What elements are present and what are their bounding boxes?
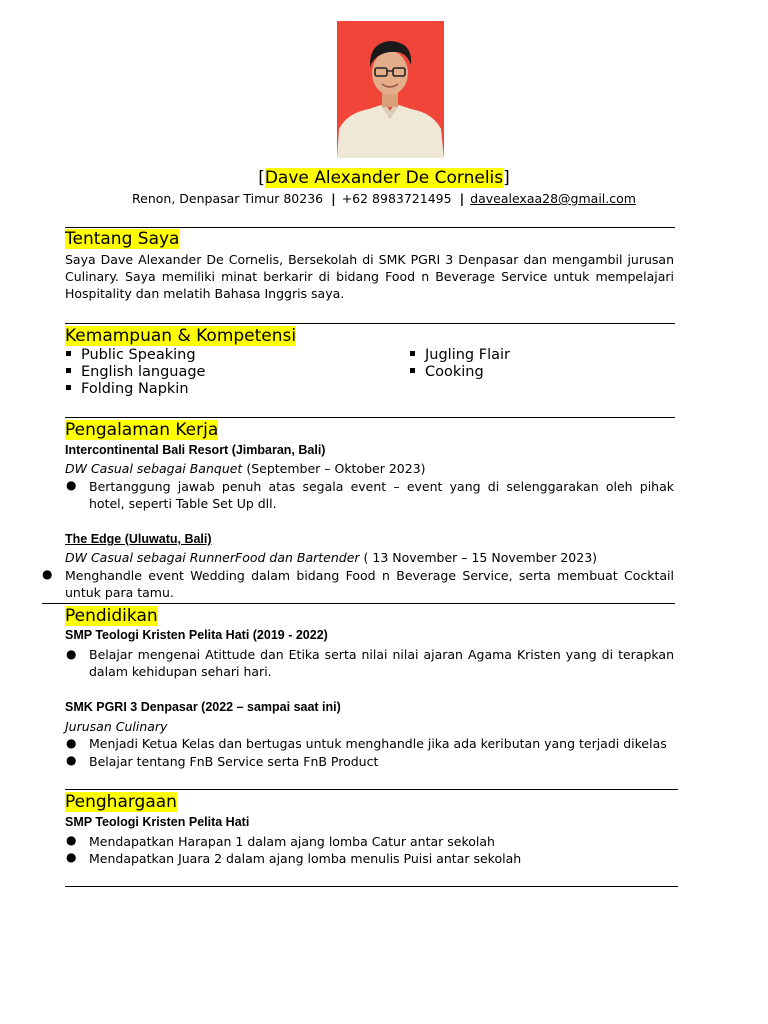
square-bullet-icon [66, 351, 71, 356]
job-period: (September – Oktober 2023) [242, 461, 426, 476]
square-bullet-icon [410, 368, 415, 373]
contact-separator: | [331, 191, 336, 206]
school-bullet: Belajar tentang FnB Service serta FnB Product [89, 754, 379, 769]
job-role: DW Casual sebagai Banquet [65, 461, 243, 476]
about-text: Saya Dave Alexander De Cornelis, Bersekolah di SMK PGRI 3 Denpasar dan mengambil jurusan Culinary. Saya memiliki minat berkarir di bidang Food n Beverage Service untuk mempelajari Hospitality dan melatih Bahasa Inggris saya. [65, 252, 674, 301]
job-role-line [65, 549, 597, 566]
skill-item: English language [66, 364, 205, 381]
bullet-dot-icon: ● [66, 753, 77, 767]
divider [65, 417, 675, 418]
section-title-skills: Kemampuan & Kompetensi [65, 326, 297, 346]
award-bullet: Mendapatkan Juara 2 dalam ajang lomba menulis Puisi antar sekolah [89, 851, 522, 866]
section-title-awards: Penghargaan [65, 792, 177, 812]
award-bullet: Mendapatkan Harapan 1 dalam ajang lomba Catur antar sekolah [89, 834, 495, 849]
divider [42, 603, 675, 604]
divider [65, 227, 675, 228]
square-bullet-icon [410, 351, 415, 356]
name-bracket-open: [ [258, 168, 265, 188]
skill-item: Public Speaking [66, 347, 196, 364]
candidate-name: Dave Alexander De Cornelis [264, 168, 504, 188]
skill-item: Folding Napkin [66, 381, 189, 398]
job-role: DW Casual sebagai RunnerFood dan Bartender [65, 550, 360, 565]
address: Renon, Denpasar Timur 80236 [132, 191, 324, 206]
profile-photo [337, 21, 444, 158]
bullet-dot-icon: ● [66, 833, 77, 847]
contact-separator: | [459, 191, 465, 206]
skill-item: Cooking [410, 364, 484, 381]
divider [65, 323, 675, 324]
section-title-education: Pendidikan [65, 606, 158, 626]
bullet-dot-icon: ● [66, 736, 77, 750]
phone-number: +62 8983721495 [341, 191, 452, 206]
bullet-dot-icon: ● [66, 850, 77, 864]
section-title-about: Tentang Saya [65, 229, 180, 249]
candidate-name-line [0, 167, 768, 189]
bullet-dot-icon: ● [66, 478, 77, 492]
name-bracket-close: ] [503, 168, 510, 188]
job-period: ( 13 November – 15 November 2023) [359, 550, 598, 565]
school-major: Jurusan Culinary [65, 719, 168, 734]
bullet-dot-icon: ● [66, 647, 77, 661]
job-company: Intercontinental Bali Resort (Jimbaran, Bali) [65, 443, 326, 457]
job-bullet: Bertanggung jawab penuh atas segala event – event yang di selenggarakan oleh pihak hotel, seperti Table Set Up dll. [89, 479, 674, 511]
job-bullet: Menghandle event Wedding dalam bidang Food n Beverage Service, serta membuat Cocktail untuk para tamu. [65, 568, 674, 600]
job-role-line [65, 460, 426, 477]
award-school: SMP Teologi Kristen Pelita Hati [65, 815, 250, 829]
school-bullet: Belajar mengenai Atittude dan Etika serta nilai nilai ajaran Agama Kristen yang di terapkan dalam kehidupan sehari hari. [89, 647, 674, 679]
school-name: SMK PGRI 3 Denpasar (2022 – sampai saat ini) [65, 700, 341, 714]
school-name: SMP Teologi Kristen Pelita Hati (2019 - 2022) [65, 628, 328, 642]
email-link[interactable]: davealexaa28@gmail.com [470, 191, 636, 206]
school-bullet: Menjadi Ketua Kelas dan bertugas untuk menghandle jika ada keributan yang terjadi dikelas [89, 736, 667, 751]
square-bullet-icon [66, 368, 71, 373]
job-company: The Edge (Uluwatu, Bali) [65, 532, 212, 546]
square-bullet-icon [66, 385, 71, 390]
bullet-dot-icon: ● [42, 567, 53, 581]
person-photo-icon [337, 21, 444, 158]
skill-item: Jugling Flair [410, 347, 510, 364]
divider [65, 789, 678, 790]
contact-line [0, 191, 768, 207]
divider [65, 886, 678, 887]
section-title-experience: Pengalaman Kerja [65, 420, 219, 440]
